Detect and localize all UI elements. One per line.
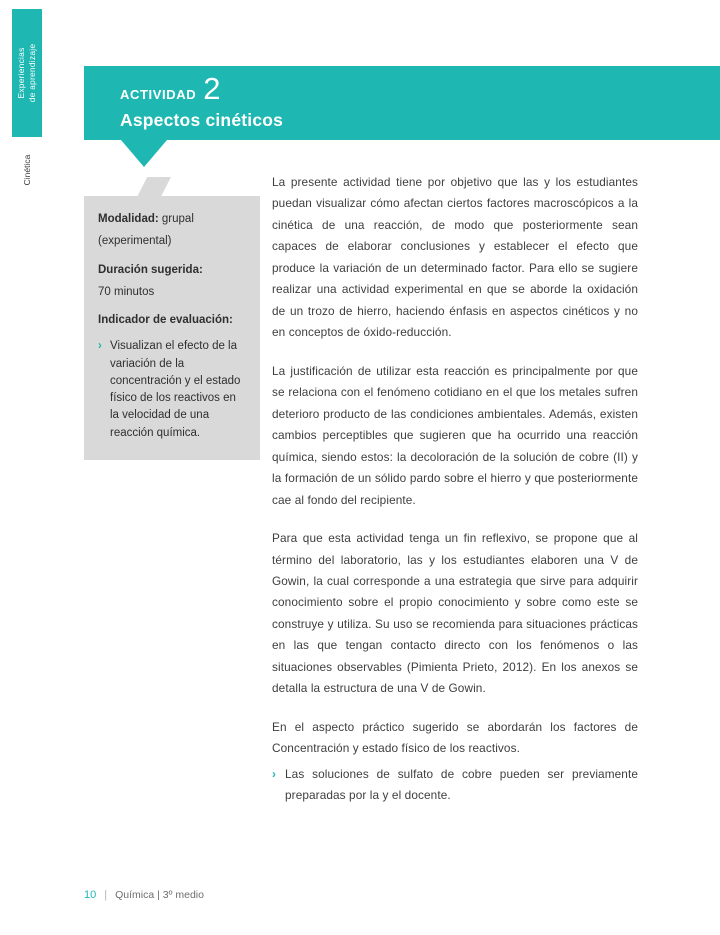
footer-separator: | [104, 889, 108, 901]
activity-info-box [84, 196, 260, 460]
sidebar-tab-line2: de aprendizaje [27, 43, 37, 103]
activity-kicker-row [120, 72, 220, 106]
indicator-bullet-text: Visualizan el efecto de la variación de la concentración y el estado físico de los reactivos en la velocidad de una reacción química. [110, 340, 241, 439]
sidebar-tab-label [12, 9, 42, 137]
page-footer [84, 889, 204, 901]
body-paragraph-4: En el aspecto práctico sugerido se abordarán los factores de Concentración y estado físico de los reactivos. [272, 719, 638, 756]
page-number: 10 [84, 889, 97, 901]
duration-value-line [98, 284, 246, 301]
sidebar-tab-line1: Experiencias [15, 47, 26, 99]
modality-line [98, 211, 246, 228]
body-paragraph-3: Para que esta actividad tenga un fin reflexivo, se propone que al término del laboratorio, las y los estudiantes elaboren una V de Gowin, la cual corresponde a una estrategia que sirve para adquirir conocimiento sobre el propio conocimiento y sobre como este se construye y utiliza. Su uso se recomienda para situaciones prácticas en las que tengan contacto directo con los fenómenos o las situaciones observables (Pimienta Prieto, 2012). En los anexos se detalla la estructura de una V de Gowin. [272, 531, 638, 696]
body-bullet-text: Las soluciones de sulfato de cobre pueden ser previamente preparadas por la y el docente. [285, 766, 638, 803]
activity-number: 2 [203, 71, 221, 106]
footer-meta: Química | 3º medio [115, 889, 204, 901]
modality-label: Modalidad: [98, 213, 159, 225]
modality-line-2 [98, 233, 246, 250]
duration-value: 70 minutos [98, 285, 155, 298]
header-pointer-triangle [121, 140, 167, 167]
modality-value: grupal [161, 213, 194, 225]
activity-header [84, 66, 720, 140]
duration-label-line [98, 262, 246, 279]
chevron-bullet-icon: › [98, 340, 102, 353]
sidebar-tab-experiencias [12, 9, 42, 137]
indicator-label: Indicador de evaluación: [98, 314, 233, 326]
section-vertical-label-text: Cinética [22, 154, 32, 186]
body-bullet-item [272, 764, 638, 807]
chevron-bullet-icon: › [272, 766, 277, 781]
indicator-bullet-item [98, 338, 246, 442]
body-paragraph-1: La presente actividad tiene por objetivo que las y los estudiantes puedan visualizar cómo afectan ciertos factores macroscópicos a la cinética de una reacción, de modo que posteriormente sean capaces de elaborar conclusiones y establecer el efecto que produce la variación de un determinado factor. Para ello se sugiere realizar una actividad experimental en que se aborde la oxidación de un trozo de hierro, haciendo énfasis en aspectos cinéticos y no en conceptos de óxido-reducción. [272, 175, 638, 340]
modality-value-2: (experimental) [98, 235, 172, 248]
activity-kicker: ACTIVIDAD [120, 87, 197, 102]
info-box-tail [137, 177, 171, 197]
section-vertical-label [12, 141, 42, 199]
activity-title: Aspectos cinéticos [120, 110, 284, 130]
body-column [272, 172, 638, 807]
duration-label: Duración sugerida: [98, 263, 203, 276]
body-paragraph-2: La justificación de utilizar esta reacción es principalmente por que se relaciona con el fenómeno cotidiano en el que los metales sufren deterioro producto de las condiciones ambientales. Además, existen cambios perceptibles que sugieren que ha ocurrido una reacción química, siendo estos: la decoloración de la solución de cobre (II) y la formación de un sólido pardo sobre el hierro y que posteriormente cae al fondo del recipiente. [272, 363, 638, 507]
indicator-label-line [98, 312, 246, 329]
